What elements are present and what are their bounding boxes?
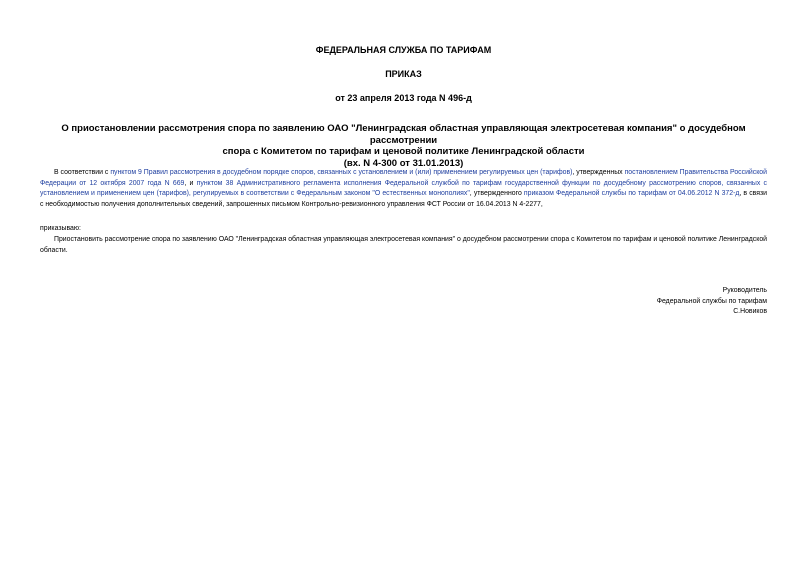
subject-line-3: (вх. N 4-300 от 31.01.2013)	[343, 157, 464, 169]
agency-title: ФЕДЕРАЛЬНАЯ СЛУЖБА ПО ТАРИФАМ	[315, 45, 492, 55]
preamble-text-2: , утвержденных	[572, 169, 625, 176]
link-rules-point-9[interactable]: пунктом 9 Правил рассмотрения в досудебном порядке споров, связанных с установлением и (или) применением регулируемых цен (тарифов)	[110, 169, 573, 176]
order-paragraph: Приостановить рассмотрение спора по заявлению ОАО "Ленинградская областная управляющая электросетевая компания" о досудебном рассмотрении спора с Комитетом по тарифам и ценовой политике Ленинградской области.	[40, 236, 767, 254]
document-subject	[40, 123, 767, 169]
signature-position-line-2: Федеральной службы по тарифам	[656, 298, 767, 305]
preamble-text-5: , в связи с необходимостью получения дополнительных сведений, запрошенных письмом Контрольно-ревизионного управления ФСТ России от 16.04.2013 N 4-2277,	[40, 190, 767, 208]
document-type: ПРИКАЗ	[385, 69, 422, 79]
document-date: от 23 апреля 2013 года N 496-д	[335, 93, 472, 103]
preamble-paragraph	[40, 168, 767, 210]
subject-line-1: О приостановлении рассмотрения спора по заявлению ОАО "Ленинградская областная управляющая электросетевая компания" о досудебном рассмотрении	[61, 123, 746, 146]
preamble-text-4: , утвержденного	[469, 190, 524, 198]
subject-line-2: спора с Комитетом по тарифам и ценовой политике Ленинградской области	[222, 146, 585, 157]
order-keyword: приказываю:	[40, 225, 81, 232]
signature-position-line-1: Руководитель	[722, 287, 767, 294]
preamble-text-1: В соответствии с	[54, 169, 111, 176]
preamble-text-3: , и	[184, 179, 197, 187]
signature-name: С.Новиков	[733, 308, 767, 315]
link-government-decree-669[interactable]: постановлением Правительства Российской Федерации от 12 октября 2007 года N 669	[40, 169, 767, 187]
link-regulation-point-38[interactable]: пунктом 38 Административного регламента исполнения Федеральной службой по тарифам государственной функции по досудебному рассмотрению споров, связанных с установлением и применением цен (тарифов), регулируемых в соответствии с Федеральным законом "О естественных монополиях"	[40, 179, 767, 198]
link-fst-order-372[interactable]: приказом Федеральной службы по тарифам от 04.06.2012 N 372-д	[523, 190, 740, 198]
